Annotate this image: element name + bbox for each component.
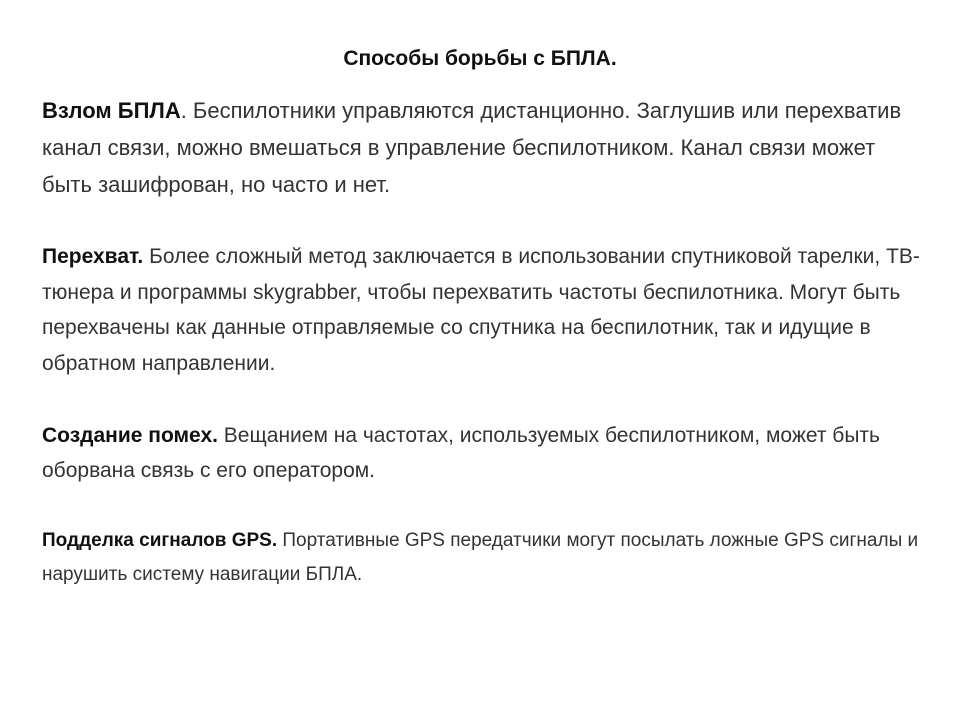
paragraph-lead: Подделка сигналов GPS. <box>42 530 278 551</box>
paragraph-text: . Беспилотники управляются дистанционно. Заглушив или перехватив канал связи, можно вмешаться в управление беспилотником. Канал связи может быть зашифрован, но часто и нет. <box>42 98 902 197</box>
paragraph-jamming <box>42 418 922 488</box>
paragraph-gps-spoofing <box>42 524 922 592</box>
paragraph-hacking <box>42 92 922 203</box>
slide-content <box>42 92 922 592</box>
paragraph-text: Портативные GPS передатчики могут посылать ложные GPS сигналы и нарушить систему навигации БПЛА. <box>42 530 919 585</box>
slide-title: Способы борьбы с БПЛА. <box>343 47 617 70</box>
paragraph-interception <box>42 239 922 381</box>
paragraph-lead: Взлом БПЛА <box>42 98 181 123</box>
paragraph-text: Вещанием на частотах, используемых беспилотником, может быть оборвана связь с его оператором. <box>42 424 880 482</box>
paragraph-lead: Создание помех. <box>42 424 218 447</box>
paragraph-lead: Перехват. <box>42 245 144 268</box>
paragraph-text: Более сложный метод заключается в использовании спутниковой тарелки, ТВ-тюнера и программы skygrabber, чтобы перехватить частоты беспилотника. Могут быть перехвачены как данные отправляемые со спутника на беспилотник, так и идущие в обратном направлении. <box>42 245 920 375</box>
